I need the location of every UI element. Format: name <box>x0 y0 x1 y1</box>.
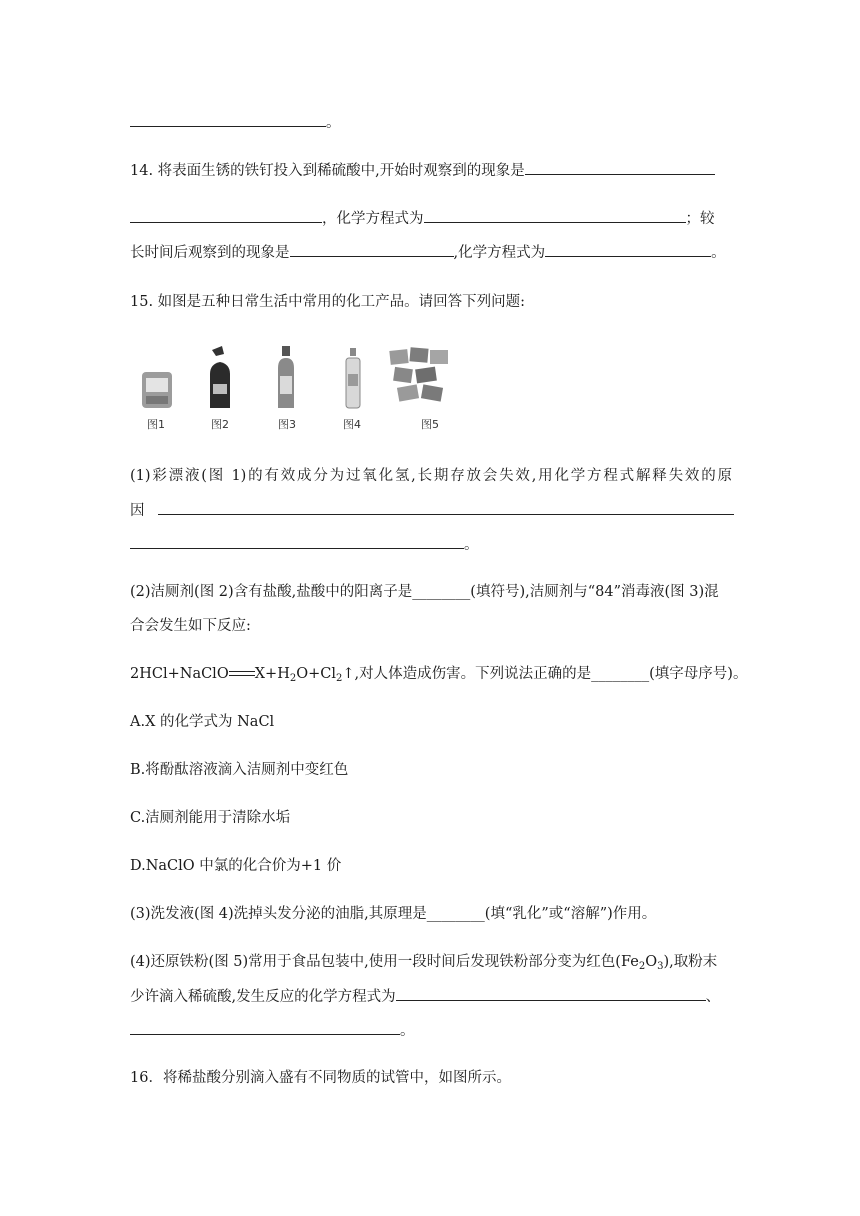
q15-part1-line3: 。 <box>130 534 732 555</box>
figure-caption: 图2 <box>211 418 229 431</box>
q15-part1-line2: 因 <box>130 500 732 521</box>
q15-part3: (3)洗发液(图 4)洗掉头发分泌的油脂,其原理是________(填“乳化”或“溶解”)作用。 <box>130 906 657 922</box>
answer-blank <box>545 242 711 257</box>
figure-caption: 图3 <box>278 418 296 431</box>
answer-blank <box>130 1020 400 1035</box>
answer-blank <box>130 534 464 549</box>
q15-part4-line2: 少许滴入稀硫酸,发生反应的化学方程式为 、 <box>130 986 732 1007</box>
answer-blank <box>424 208 686 223</box>
q15-intro: 15. 如图是五种日常生活中常用的化工产品。请回答下列问题: <box>130 294 526 310</box>
q15-part1-line1: (1)彩漂液(图 1)的有效成分为过氧化氢,长期存放会失效,用化学方程式解释失效的原 <box>130 468 732 484</box>
option-c: C.洁厕剂能用于清除水垢 <box>130 810 291 826</box>
q15-part4-line1: (4)还原铁粉(图 5)常用于食品包装中,使用一段时间后发现铁粉部分变为红色$(Fe_2O_3)$,取粉末 <box>130 954 718 972</box>
option-b: B.将酚酞溶液滴入洁厕剂中变红色 <box>130 762 349 778</box>
answer-blank <box>396 986 706 1001</box>
q14-line2: ，化学方程式为 ；较 <box>130 208 732 229</box>
option-d: D.NaClO 中氯的化合价为+1 价 <box>130 858 342 874</box>
carryover-answer-line: 。 <box>130 112 732 133</box>
option-a: A.X 的化学式为 NaCl <box>130 714 275 730</box>
q15-part2-line2: 合会发生如下反应: <box>130 618 251 634</box>
q15-part2-line1: (2)洁厕剂(图 2)含有盐酸,盐酸中的阳离子是________(填符号),洁厕剂与“84”消毒液(图 3)混 <box>130 584 719 600</box>
answer-blank <box>130 112 326 127</box>
answer-blank <box>525 160 715 175</box>
figure-caption: 图1 <box>147 418 165 431</box>
iron-powder-packets-image <box>388 340 450 430</box>
answer-blank <box>158 500 734 515</box>
q15-reaction-equation: 2HCl+NaClO $X+H_2O+Cl_2↑$,对人体造成伤害。下列说法正确的是________(填字母序号)。 <box>130 666 748 684</box>
q14-line3: 长时间后观察到的现象是 ,化学方程式为 。 <box>130 242 732 263</box>
q16-line: 16．将稀盐酸分别滴入盛有不同物质的试管中，如图所示。 <box>130 1070 511 1086</box>
figure-caption: 图4 <box>343 418 361 431</box>
equals-sign <box>229 671 255 677</box>
q14-line1: 14. 将表面生锈的铁钉投入到稀硫酸中,开始时观察到的现象是 <box>130 160 732 181</box>
q15-part4-line3: 。 <box>130 1020 732 1041</box>
answer-blank <box>130 208 322 223</box>
answer-blank <box>290 242 454 257</box>
figure-caption: 图5 <box>421 418 439 431</box>
